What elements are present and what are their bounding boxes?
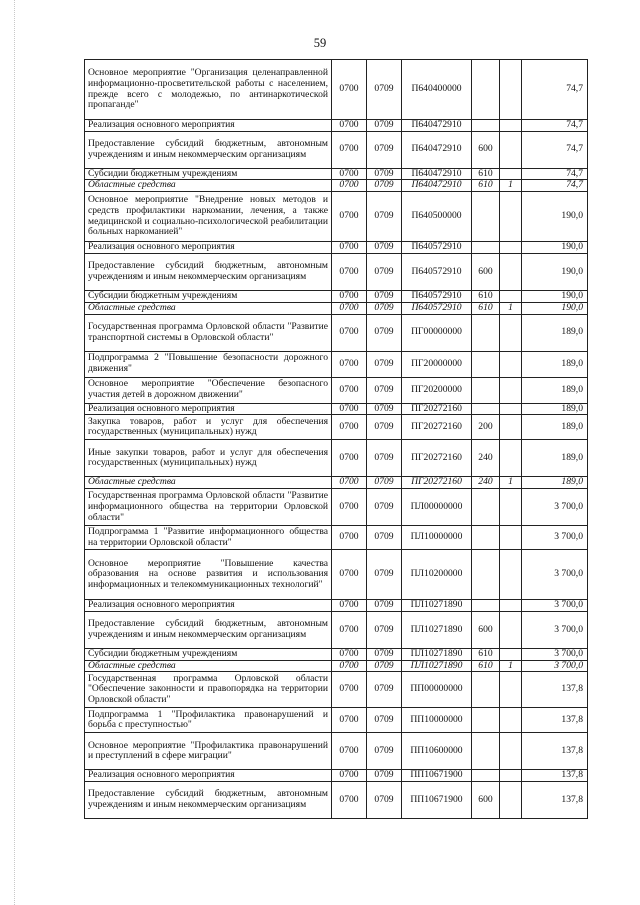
budget-table (84, 59, 588, 819)
table-row (85, 672, 588, 708)
row-target-article: ПГ20000000 (402, 351, 472, 377)
row-section: 0700 (332, 489, 367, 526)
row-amount: 137,8 (522, 672, 588, 708)
row-funding-source (500, 600, 522, 612)
table-row (85, 660, 588, 672)
row-expense-type (472, 242, 500, 254)
row-expense-type (472, 708, 500, 733)
row-name: Областные средства (85, 477, 332, 489)
row-expense-type (472, 403, 500, 415)
table-row (85, 168, 588, 180)
row-expense-type (472, 550, 500, 600)
row-funding-source (500, 648, 522, 660)
row-funding-source (500, 168, 522, 180)
row-target-article: ПЛ10271890 (402, 660, 472, 672)
row-target-article: ПГ20272160 (402, 403, 472, 415)
row-target-article: П640572910 (402, 290, 472, 302)
row-amount: 189,0 (522, 403, 588, 415)
row-funding-source (500, 120, 522, 132)
row-expense-type (472, 377, 500, 403)
row-expense-type: 610 (472, 180, 500, 192)
row-subsection: 0709 (367, 120, 402, 132)
row-amount: 190,0 (522, 242, 588, 254)
row-expense-type (472, 600, 500, 612)
row-expense-type: 600 (472, 782, 500, 819)
row-section: 0700 (332, 733, 367, 770)
row-section: 0700 (332, 611, 367, 648)
table-row (85, 192, 588, 242)
row-subsection: 0709 (367, 770, 402, 782)
row-funding-source: 1 (500, 660, 522, 672)
row-name: Субсидии бюджетным учреждениям (85, 168, 332, 180)
row-amount: 189,0 (522, 314, 588, 351)
row-name: Предоставление субсидий бюджетным, автономным учреждениям и иным некоммерческим организациям (85, 782, 332, 819)
row-subsection: 0709 (367, 648, 402, 660)
row-name: Субсидии бюджетным учреждениям (85, 648, 332, 660)
row-name: Подпрограмма 2 "Повышение безопасности дорожного движения" (85, 351, 332, 377)
row-target-article: ПП10671900 (402, 782, 472, 819)
row-funding-source (500, 377, 522, 403)
row-name: Основное мероприятие "Повышение качества образования на основе развития и использования информационных и телекоммуникационных технологий" (85, 550, 332, 600)
row-target-article: ПП00000000 (402, 672, 472, 708)
row-name: Областные средства (85, 302, 332, 314)
row-target-article: ПГ20272160 (402, 415, 472, 440)
row-expense-type (472, 672, 500, 708)
row-target-article: ПП10000000 (402, 708, 472, 733)
row-funding-source (500, 782, 522, 819)
row-amount: 189,0 (522, 440, 588, 477)
row-amount: 3 700,0 (522, 550, 588, 600)
row-target-article: ПЛ10271890 (402, 600, 472, 612)
row-name: Реализация основного мероприятия (85, 242, 332, 254)
row-target-article: П640472910 (402, 180, 472, 192)
row-amount: 137,8 (522, 733, 588, 770)
row-amount: 137,8 (522, 770, 588, 782)
row-name: Государственная программа Орловской области "Развитие транспортной системы в Орловской области" (85, 314, 332, 351)
table-row (85, 290, 588, 302)
row-section: 0700 (332, 242, 367, 254)
row-section: 0700 (332, 192, 367, 242)
row-section: 0700 (332, 526, 367, 550)
row-name: Предоставление субсидий бюджетным, автономным учреждениям и иным некоммерческим организациям (85, 253, 332, 290)
row-section: 0700 (332, 550, 367, 600)
table-row (85, 253, 588, 290)
row-subsection: 0709 (367, 192, 402, 242)
row-funding-source (500, 708, 522, 733)
row-funding-source (500, 526, 522, 550)
row-subsection: 0709 (367, 403, 402, 415)
row-funding-source (500, 733, 522, 770)
row-funding-source (500, 351, 522, 377)
table-row (85, 242, 588, 254)
table-row (85, 770, 588, 782)
row-section: 0700 (332, 120, 367, 132)
row-subsection: 0709 (367, 733, 402, 770)
row-funding-source (500, 242, 522, 254)
row-funding-source (500, 440, 522, 477)
row-name: Основное мероприятие "Профилактика правонарушений и преступлений в сфере миграции" (85, 733, 332, 770)
row-amount: 3 700,0 (522, 648, 588, 660)
row-target-article: П640400000 (402, 60, 472, 120)
table-row (85, 440, 588, 477)
row-subsection: 0709 (367, 168, 402, 180)
row-subsection: 0709 (367, 180, 402, 192)
row-expense-type (472, 192, 500, 242)
row-subsection: 0709 (367, 526, 402, 550)
row-amount: 74,7 (522, 131, 588, 168)
row-funding-source (500, 611, 522, 648)
row-section: 0700 (332, 415, 367, 440)
row-expense-type: 240 (472, 477, 500, 489)
row-section: 0700 (332, 302, 367, 314)
row-amount: 189,0 (522, 477, 588, 489)
row-expense-type (472, 489, 500, 526)
row-subsection: 0709 (367, 672, 402, 708)
row-target-article: ПГ20272160 (402, 477, 472, 489)
row-funding-source (500, 131, 522, 168)
page-number: 59 (313, 36, 327, 50)
row-funding-source (500, 290, 522, 302)
row-section: 0700 (332, 168, 367, 180)
row-section: 0700 (332, 314, 367, 351)
row-amount: 74,7 (522, 120, 588, 132)
row-subsection: 0709 (367, 477, 402, 489)
table-row (85, 526, 588, 550)
row-expense-type: 600 (472, 253, 500, 290)
row-subsection: 0709 (367, 415, 402, 440)
row-subsection: 0709 (367, 314, 402, 351)
row-target-article: П640472910 (402, 120, 472, 132)
row-section: 0700 (332, 403, 367, 415)
row-expense-type: 240 (472, 440, 500, 477)
row-expense-type: 610 (472, 290, 500, 302)
row-subsection: 0709 (367, 242, 402, 254)
row-expense-type (472, 351, 500, 377)
row-section: 0700 (332, 770, 367, 782)
row-amount: 137,8 (522, 708, 588, 733)
row-funding-source: 1 (500, 302, 522, 314)
row-subsection: 0709 (367, 550, 402, 600)
table-row (85, 782, 588, 819)
row-subsection: 0709 (367, 782, 402, 819)
row-expense-type (472, 120, 500, 132)
row-name: Реализация основного мероприятия (85, 403, 332, 415)
row-amount: 74,7 (522, 60, 588, 120)
row-target-article: ПП10600000 (402, 733, 472, 770)
row-name: Областные средства (85, 180, 332, 192)
row-amount: 189,0 (522, 415, 588, 440)
row-section: 0700 (332, 648, 367, 660)
row-expense-type: 200 (472, 415, 500, 440)
row-expense-type: 610 (472, 660, 500, 672)
row-name: Реализация основного мероприятия (85, 120, 332, 132)
row-expense-type (472, 60, 500, 120)
row-amount: 3 700,0 (522, 611, 588, 648)
table-row (85, 550, 588, 600)
table-row (85, 302, 588, 314)
row-target-article: П640472910 (402, 131, 472, 168)
row-subsection: 0709 (367, 440, 402, 477)
row-name: Основное мероприятие "Обеспечение безопасного участия детей в дорожном движении" (85, 377, 332, 403)
row-name: Реализация основного мероприятия (85, 770, 332, 782)
row-subsection: 0709 (367, 377, 402, 403)
row-subsection: 0709 (367, 290, 402, 302)
table-row (85, 489, 588, 526)
row-section: 0700 (332, 440, 367, 477)
table-row (85, 415, 588, 440)
row-name: Предоставление субсидий бюджетным, автономным учреждениям и иным некоммерческим организациям (85, 131, 332, 168)
row-amount: 137,8 (522, 782, 588, 819)
row-funding-source (500, 550, 522, 600)
row-name: Иные закупки товаров, работ и услуг для обеспечения государственных (муниципальных) нужд (85, 440, 332, 477)
row-funding-source: 1 (500, 180, 522, 192)
row-amount: 190,0 (522, 302, 588, 314)
row-section: 0700 (332, 672, 367, 708)
row-subsection: 0709 (367, 131, 402, 168)
row-name: Государственная программа Орловской области "Обеспечение законности и правопорядка на территории Орловской области" (85, 672, 332, 708)
table-row (85, 60, 588, 120)
row-expense-type (472, 526, 500, 550)
row-section: 0700 (332, 660, 367, 672)
table-row (85, 708, 588, 733)
row-expense-type: 600 (472, 611, 500, 648)
row-subsection: 0709 (367, 489, 402, 526)
table-row (85, 600, 588, 612)
row-funding-source (500, 192, 522, 242)
row-subsection: 0709 (367, 708, 402, 733)
row-section: 0700 (332, 253, 367, 290)
row-section: 0700 (332, 600, 367, 612)
row-amount: 3 700,0 (522, 600, 588, 612)
table-row (85, 180, 588, 192)
row-target-article: ПГ20200000 (402, 377, 472, 403)
row-amount: 74,7 (522, 168, 588, 180)
row-section: 0700 (332, 782, 367, 819)
row-name: Подпрограмма 1 "Развитие информационного общества на территории Орловской области" (85, 526, 332, 550)
row-amount: 3 700,0 (522, 489, 588, 526)
row-target-article: П640572910 (402, 302, 472, 314)
row-section: 0700 (332, 290, 367, 302)
row-section: 0700 (332, 477, 367, 489)
row-funding-source (500, 314, 522, 351)
row-funding-source: 1 (500, 477, 522, 489)
row-expense-type: 610 (472, 168, 500, 180)
row-subsection: 0709 (367, 600, 402, 612)
row-amount: 190,0 (522, 192, 588, 242)
row-name: Реализация основного мероприятия (85, 600, 332, 612)
table-row (85, 120, 588, 132)
row-funding-source (500, 672, 522, 708)
row-expense-type: 600 (472, 131, 500, 168)
budget-table-body (85, 60, 588, 819)
row-target-article: ПЛ00000000 (402, 489, 472, 526)
row-subsection: 0709 (367, 302, 402, 314)
row-expense-type: 610 (472, 302, 500, 314)
row-name: Предоставление субсидий бюджетным, автономным учреждениям и иным некоммерческим организациям (85, 611, 332, 648)
row-section: 0700 (332, 180, 367, 192)
row-amount: 189,0 (522, 351, 588, 377)
row-target-article: ПЛ10271890 (402, 648, 472, 660)
row-target-article: П640572910 (402, 253, 472, 290)
row-amount: 3 700,0 (522, 660, 588, 672)
row-section: 0700 (332, 351, 367, 377)
table-row (85, 351, 588, 377)
row-amount: 190,0 (522, 253, 588, 290)
row-expense-type (472, 314, 500, 351)
row-expense-type (472, 770, 500, 782)
row-funding-source (500, 403, 522, 415)
row-subsection: 0709 (367, 660, 402, 672)
row-target-article: ПП10671900 (402, 770, 472, 782)
table-row (85, 314, 588, 351)
row-target-article: ПЛ10200000 (402, 550, 472, 600)
row-section: 0700 (332, 131, 367, 168)
row-funding-source (500, 770, 522, 782)
row-name: Государственная программа Орловской области "Развитие информационного общества на территории Орловской области" (85, 489, 332, 526)
row-target-article: П640572910 (402, 242, 472, 254)
table-row (85, 611, 588, 648)
row-name: Закупка товаров, работ и услуг для обеспечения государственных (муниципальных) нужд (85, 415, 332, 440)
row-name: Основное мероприятие "Внедрение новых методов и средств профилактики наркомании, лечения, а также медицинской и социально-психологической реабилитации больных наркоманией" (85, 192, 332, 242)
binding-line (14, 0, 15, 905)
table-row (85, 403, 588, 415)
table-row (85, 733, 588, 770)
row-funding-source (500, 415, 522, 440)
row-expense-type (472, 733, 500, 770)
row-name: Субсидии бюджетным учреждениям (85, 290, 332, 302)
row-funding-source (500, 253, 522, 290)
row-funding-source (500, 489, 522, 526)
row-target-article: ПЛ10271890 (402, 611, 472, 648)
row-name: Подпрограмма 1 "Профилактика правонарушений и борьба с преступностью" (85, 708, 332, 733)
row-amount: 3 700,0 (522, 526, 588, 550)
row-name: Областные средства (85, 660, 332, 672)
table-row (85, 131, 588, 168)
row-section: 0700 (332, 377, 367, 403)
table-row (85, 477, 588, 489)
row-target-article: ПГ20272160 (402, 440, 472, 477)
row-section: 0700 (332, 708, 367, 733)
row-subsection: 0709 (367, 611, 402, 648)
row-amount: 74,7 (522, 180, 588, 192)
row-expense-type: 610 (472, 648, 500, 660)
row-subsection: 0709 (367, 351, 402, 377)
row-amount: 189,0 (522, 377, 588, 403)
row-section: 0700 (332, 60, 367, 120)
row-target-article: П640500000 (402, 192, 472, 242)
row-target-article: ПЛ10000000 (402, 526, 472, 550)
row-name: Основное мероприятие "Организация целенаправленной информационно-просветительской работы с населением, прежде всего с молодежью, по антинаркотической пропаганде" (85, 60, 332, 120)
row-subsection: 0709 (367, 253, 402, 290)
row-target-article: П640472910 (402, 168, 472, 180)
row-funding-source (500, 60, 522, 120)
table-row (85, 648, 588, 660)
row-amount: 190,0 (522, 290, 588, 302)
row-subsection: 0709 (367, 60, 402, 120)
row-target-article: ПГ00000000 (402, 314, 472, 351)
table-row (85, 377, 588, 403)
